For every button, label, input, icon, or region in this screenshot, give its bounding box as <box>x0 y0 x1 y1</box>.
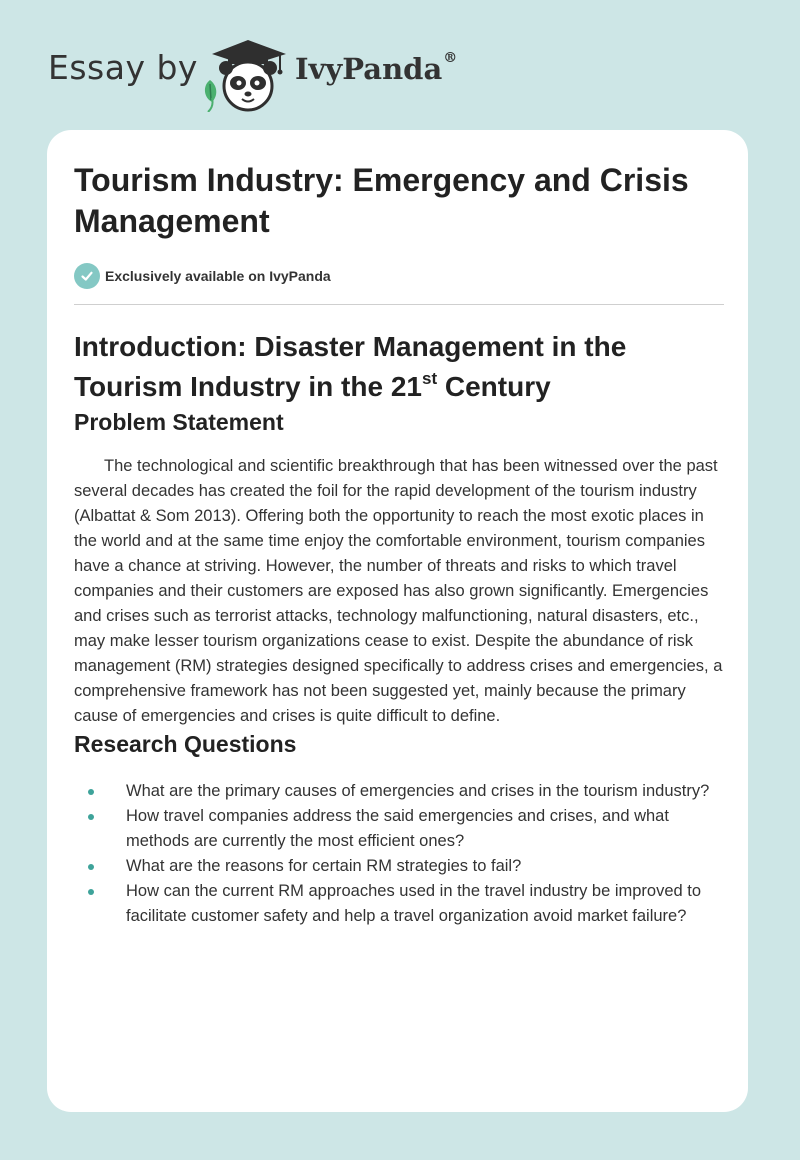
problem-statement-paragraph: The technological and scientific breakthrough that has been witnessed over the past several decades has created the foil for the rapid development of the tourism industry (Albattat & Som 2013). Offering both the opportunity to reach the most exotic places in the world and at the same time enjoy the comfortable environment, tourism companies have a chance at striving. However, the number of threats and risks to which travel companies and their customers are exposed has also grown significantly. Emergencies and crises such as terrorist attacks, technology malfunctioning, natural disasters, etc., may make lesser tourism organizations cease to exist. Despite the abundance of risk management (RM) strategies designed specifically to address crises and emergencies, a comprehensive framework has not been suggested yet, mainly because the primary cause of emergencies and crises is quite difficult to define. <box>74 457 723 725</box>
list-item: How travel companies address the said emergencies and crises, and what methods are currently the most efficient ones? <box>74 804 724 854</box>
essay-by-label: Essay by <box>48 48 198 87</box>
page-title: Tourism Industry: Emergency and Crisis Management <box>74 162 689 239</box>
list-item: What are the reasons for certain RM strategies to fail? <box>74 854 724 879</box>
exclusive-badge <box>74 262 724 290</box>
list-item: How can the current RM approaches used in the travel industry be improved to facilitate customer safety and help a travel organization avoid market failure? <box>74 879 724 929</box>
badge-label: Exclusively available on IvyPanda <box>105 268 331 284</box>
research-questions-list <box>74 779 724 929</box>
brand-header <box>0 0 800 130</box>
problem-statement-heading: Problem Statement <box>74 409 284 435</box>
bullet-icon <box>88 889 94 895</box>
research-questions-heading: Research Questions <box>74 731 297 757</box>
bullet-icon <box>88 864 94 870</box>
brand-name[interactable]: IvyPanda® <box>295 50 458 86</box>
list-item: What are the primary causes of emergencies and crises in the tourism industry? <box>74 779 724 804</box>
essay-card <box>47 130 748 1112</box>
panda-logo-icon[interactable] <box>200 36 292 112</box>
divider <box>74 304 724 305</box>
bullet-icon <box>88 814 94 820</box>
bullet-icon <box>88 789 94 795</box>
check-icon <box>74 263 100 289</box>
essay-content <box>74 160 724 929</box>
section-heading-introduction: Introduction: Disaster Management in the Tourism Industry in the 21st Century <box>74 331 627 402</box>
